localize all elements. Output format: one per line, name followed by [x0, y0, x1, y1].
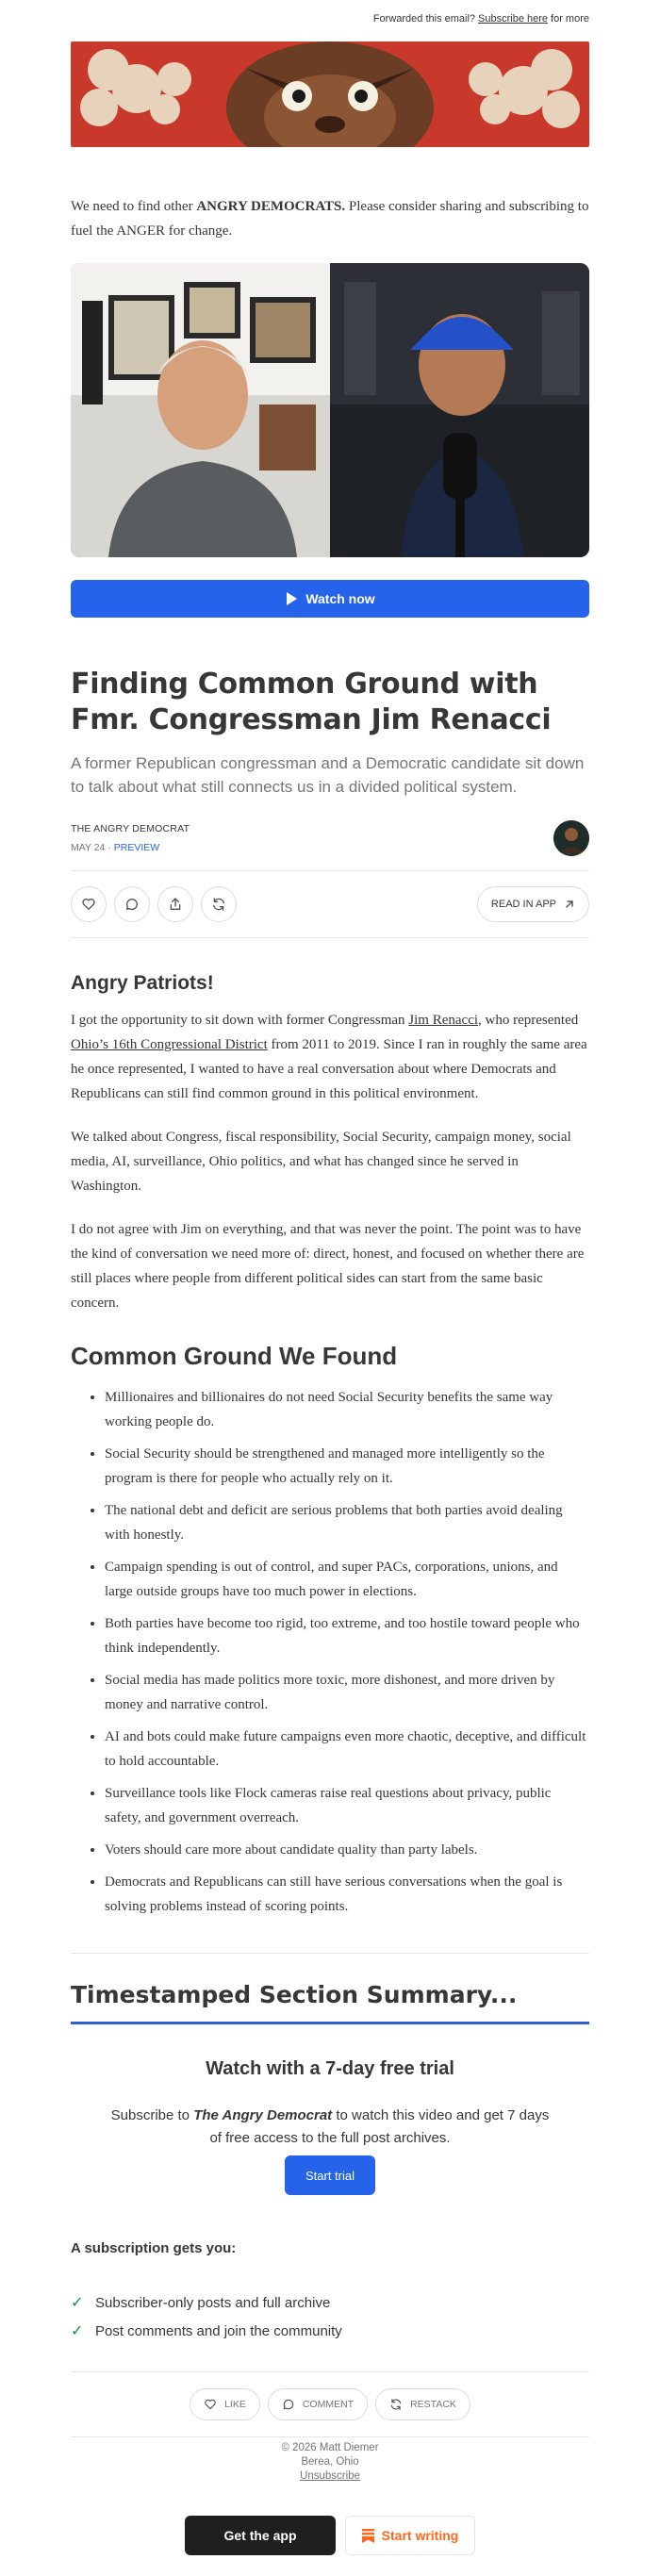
- unsubscribe-link[interactable]: Unsubscribe: [300, 2470, 360, 2482]
- list-item: • Campaign spending is out of control, and super PACs, corporations, unions, and large outside groups have too much power in elections.: [105, 1555, 589, 1604]
- ohio-district-link[interactable]: Ohio’s 16th Congressional District: [71, 1037, 268, 1052]
- substack-logo-icon: [362, 2529, 374, 2543]
- intro-paragraph: [71, 194, 589, 243]
- benefit-label: Subscriber-only posts and full archive: [95, 2294, 331, 2311]
- email-container: [71, 0, 589, 2576]
- p1-text-c: from 2011 to 2019. Since I ran in roughly the same area he once represented, I wanted to have a real conversation about where Democrats and Republicans can still find common ground in this political environment.: [71, 1037, 587, 1101]
- footer-location: Berea, Ohio: [301, 2456, 359, 2468]
- preview-badge: PREVIEW: [113, 842, 160, 853]
- p1-text-a: I got the opportunity to sit down with former Congressman: [71, 1013, 405, 1028]
- intro-bold: ANGRY DEMOCRATS.: [196, 199, 346, 214]
- list-item: • Both parties have become too rigid, too extreme, and too hostile toward people who think independently.: [105, 1611, 589, 1660]
- play-icon: [285, 591, 298, 606]
- restack-icon: [389, 2398, 403, 2411]
- comment-icon: [282, 2398, 295, 2411]
- list-item: • Social media has made politics more toxic, more dishonest, and more driven by money and narrative control.: [105, 1668, 589, 1717]
- footer-copyright: © 2026 Matt Diemer: [281, 2442, 379, 2453]
- bottom-spacer: [71, 2555, 589, 2576]
- benefit-item: [71, 2317, 589, 2345]
- subscribe-link[interactable]: Subscribe here: [478, 13, 549, 25]
- common-ground-list: [71, 1385, 589, 1919]
- forward-text: Forwarded this email?: [372, 13, 476, 25]
- trial-text-b: to watch this video and get 7 days of free access to the full post archives.: [209, 2107, 550, 2146]
- comment-label: COMMENT: [302, 2399, 355, 2410]
- post-date-line: MAY 24 · PREVIEW: [71, 842, 160, 853]
- paywall-accent-line: [71, 2022, 589, 2024]
- restack-pill-button[interactable]: [375, 2388, 470, 2420]
- section-heading-common-ground: Common Ground We Found: [71, 1342, 398, 1370]
- read-in-app-button[interactable]: [477, 886, 589, 922]
- byline: [71, 819, 589, 857]
- list-item: • Millionaires and billionaires do not need Social Security benefits the same way working people do.: [105, 1385, 589, 1434]
- post-actions-bar: [71, 871, 589, 937]
- forward-notice: [71, 0, 589, 38]
- trial-paywall: [71, 2058, 589, 2195]
- start-trial-button[interactable]: Start trial: [285, 2155, 375, 2195]
- comment-button[interactable]: [114, 886, 150, 922]
- divider: [71, 2436, 589, 2437]
- list-item: • AI and bots could make future campaigns even more chaotic, deceptive, and difficult to hold accountable.: [105, 1725, 589, 1774]
- publication-name: The Angry Democrat: [193, 2107, 333, 2123]
- angry-banner-image[interactable]: [71, 41, 589, 147]
- benefit-label: Post comments and join the community: [95, 2322, 342, 2339]
- like-label: LIKE: [224, 2399, 246, 2410]
- like-pill-button[interactable]: [190, 2388, 260, 2420]
- like-button[interactable]: [71, 886, 107, 922]
- read-in-app-label: READ IN APP: [490, 899, 556, 910]
- body-paragraph-3: I do not agree with Jim on everything, and that was never the point. The point was to have the kind of conversation we need more of: direct, honest, and focused on whether there are still places where people from different political sides can start from the same basic concern.: [71, 1222, 585, 1311]
- byline-text: [71, 823, 190, 853]
- body-paragraph-2: We talked about Congress, fiscal responsibility, Social Security, campaign money, social media, AI, surveillance, Ohio politics, and what has changed since he served in Washington.: [71, 1130, 571, 1194]
- trial-heading: Watch with a 7-day free trial: [206, 2058, 454, 2079]
- footer: [71, 2441, 589, 2484]
- share-icon: [168, 897, 183, 912]
- post-date: MAY 24: [71, 842, 106, 853]
- section-heading-timestamped: Timestamped Section Summary...: [71, 1981, 518, 2008]
- divider: [71, 937, 589, 938]
- comment-icon: [124, 897, 140, 912]
- video-thumbnail[interactable]: [71, 263, 589, 557]
- list-item: • Voters should care more about candidate quality than party labels.: [105, 1838, 589, 1862]
- external-arrow-icon: [564, 899, 575, 910]
- start-writing-label: Start writing: [381, 2528, 459, 2543]
- restack-label: RESTACK: [410, 2399, 456, 2410]
- heart-icon: [204, 2398, 217, 2411]
- body-paragraph-1: [71, 1008, 589, 1106]
- footer-buttons: [71, 2516, 589, 2555]
- benefit-item: [71, 2288, 589, 2317]
- post-title[interactable]: Finding Common Ground with Fmr. Congressman Jim Renacci: [71, 668, 552, 736]
- bottom-actions-bar: [71, 2372, 589, 2436]
- checkmark-icon: ✓: [71, 2295, 84, 2311]
- for-more-text: for more: [551, 13, 589, 25]
- comment-pill-button[interactable]: [268, 2388, 368, 2420]
- trial-text: [71, 2105, 589, 2150]
- p1-text-b: , who represented: [478, 1013, 579, 1028]
- trial-text-a: Subscribe to: [110, 2107, 190, 2123]
- subscription-gets-heading: A subscription gets you:: [71, 2240, 237, 2256]
- intro-text-before: We need to find other: [71, 199, 193, 214]
- get-the-app-button[interactable]: Get the app: [185, 2516, 336, 2555]
- post-action-icons: [71, 886, 237, 922]
- intro-text-after: Please consider sharing and subscribing to fuel the ANGER for change.: [71, 199, 589, 239]
- restack-button[interactable]: [201, 886, 237, 922]
- author-avatar[interactable]: [553, 820, 589, 856]
- author-name[interactable]: THE ANGRY DEMOCRAT: [71, 823, 190, 834]
- list-item: • Social Security should be strengthened and managed more intelligently so the program is there for people who actually rely on it.: [105, 1442, 589, 1491]
- list-item: • Surveillance tools like Flock cameras raise real questions about privacy, public safety, and government overreach.: [105, 1781, 589, 1830]
- share-button[interactable]: [157, 886, 193, 922]
- divider: [71, 1953, 589, 1954]
- list-item: • Democrats and Republicans can still have serious conversations when the goal is solving problems instead of scoring points.: [105, 1870, 589, 1919]
- watch-now-label: Watch now: [305, 591, 375, 606]
- restack-icon: [211, 897, 226, 912]
- start-writing-button[interactable]: [345, 2516, 475, 2555]
- watch-now-button[interactable]: [71, 580, 589, 618]
- list-item: • The national debt and deficit are serious problems that both parties avoid dealing with honestly.: [105, 1498, 589, 1547]
- benefits-list: [71, 2288, 589, 2345]
- jim-renacci-link[interactable]: Jim Renacci: [408, 1013, 479, 1028]
- section-heading-angry-patriots: Angry Patriots!: [71, 972, 214, 994]
- post-subtitle: A former Republican congressman and a Democratic candidate sit down to talk about what still connects us in a divided political system.: [71, 754, 585, 796]
- heart-icon: [81, 897, 96, 912]
- checkmark-icon: ✓: [71, 2323, 84, 2339]
